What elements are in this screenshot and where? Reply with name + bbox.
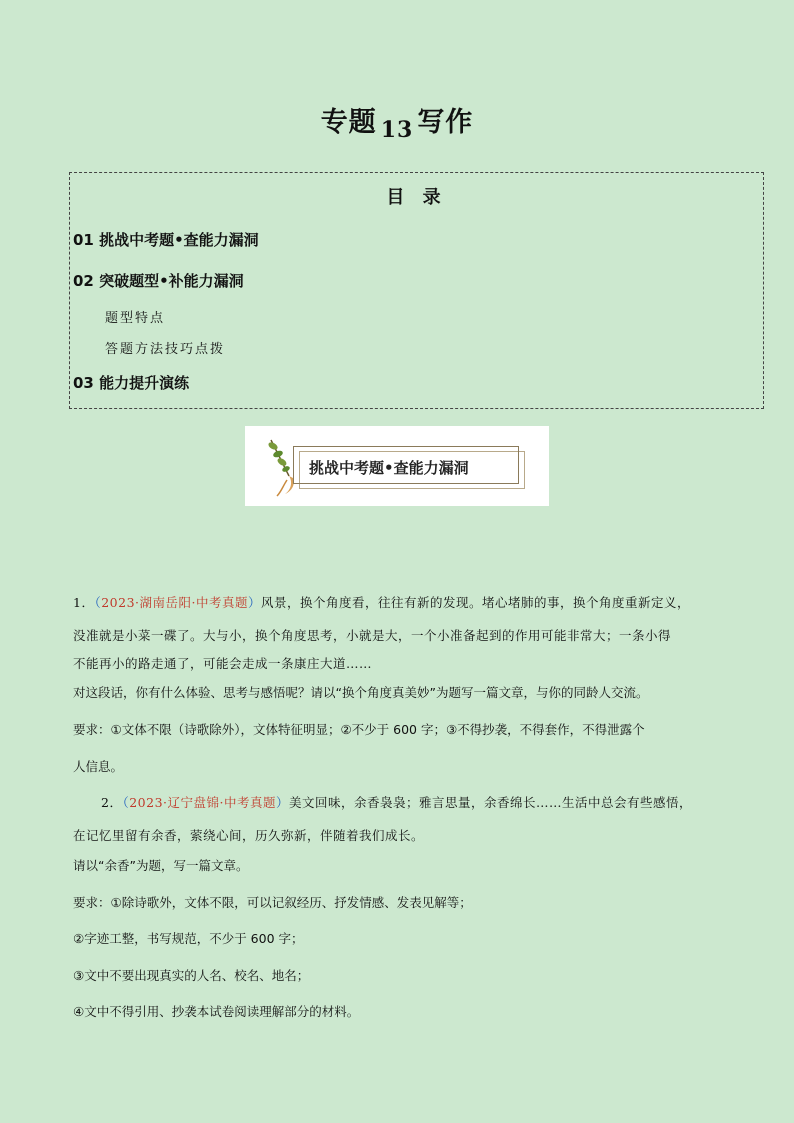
question-2-number: 2． xyxy=(101,795,123,810)
question-1-line-2: 没准就是小菜一碟了。大与小，换个角度思考，小就是大，一个小准备起到的作用可能非常大；一条小得 xyxy=(73,628,672,643)
question-1-source[interactable]: 2023·湖南岳阳·中考真题 xyxy=(101,595,248,610)
question-2-text-1: 美文回味，余香袅袅；雅言思量，余香绵长……生活中总会有些感悟， xyxy=(289,795,693,810)
toc-item-01[interactable]: 01 挑战中考题•查能力漏洞 xyxy=(73,231,259,249)
question-2-requirement-3: ③文中不要出现真实的人名、校名、地名； xyxy=(73,968,310,983)
question-1-line-4: 对这段话，你有什么体验、思考与感悟呢？请以“换个角度真美妙”为题写一篇文章，与你的同龄人交流。 xyxy=(73,685,649,700)
question-1-line-5: 要求：①文体不限（诗歌除外），文体特征明显；②不少于 600 字；③不得抄袭，不得套作，不得泄露个 xyxy=(73,722,645,737)
toc-item-02[interactable]: 02 突破题型•补能力漏洞 xyxy=(73,272,244,290)
toc-item-03[interactable]: 03 能力提升演练 xyxy=(73,374,190,392)
title-prefix: 专题 xyxy=(320,107,377,138)
page-title xyxy=(0,100,794,143)
question-2-line-3: 请以“余香”为题，写一篇文章。 xyxy=(73,858,249,873)
question-2-requirement-4: ④文中不得引用、抄袭本试卷阅读理解部分的材料。 xyxy=(73,1004,360,1019)
toc-subitem-methods[interactable]: 答题方法技巧点拨 xyxy=(105,342,226,357)
question-2-paren-close: ） xyxy=(275,795,289,810)
question-2-source[interactable]: 2023·辽宁盘锦·中考真题 xyxy=(129,795,276,810)
question-2-line-1 xyxy=(101,793,692,811)
question-2-requirement-2: ②字迹工整，书写规范，不少于 600 字； xyxy=(73,931,304,946)
question-1-line-3: 不能再小的路走通了，可能会走成一条康庄大道…… xyxy=(73,656,373,671)
question-1-line-1 xyxy=(73,593,690,611)
section-banner xyxy=(245,426,549,506)
toc-heading: 目 录 xyxy=(386,187,447,208)
question-1-text-1: 风景，换个角度看，往往有新的发现。堵心堵肺的事，换个角度重新定义， xyxy=(261,595,691,610)
question-2-requirement-1: 要求：①除诗歌外，文体不限，可以记叙经历、抒发情感、发表见解等； xyxy=(73,895,472,910)
toc-subitem-features[interactable]: 题型特点 xyxy=(105,311,166,326)
question-2-paren-open: （ xyxy=(122,795,130,810)
table-of-contents xyxy=(69,172,764,409)
question-1-paren-open: （ xyxy=(94,595,102,610)
question-1-number: 1． xyxy=(73,595,95,610)
question-2-line-2: 在记忆里留有余香，萦绕心间，历久弥新，伴随着我们成长。 xyxy=(73,828,425,843)
title-number: 13 xyxy=(380,117,414,143)
banner-label: 挑战中考题•查能力漏洞 xyxy=(309,459,469,477)
question-1-paren-close: ） xyxy=(247,595,261,610)
question-1-line-6: 人信息。 xyxy=(73,759,124,774)
title-suffix: 写作 xyxy=(417,107,474,138)
